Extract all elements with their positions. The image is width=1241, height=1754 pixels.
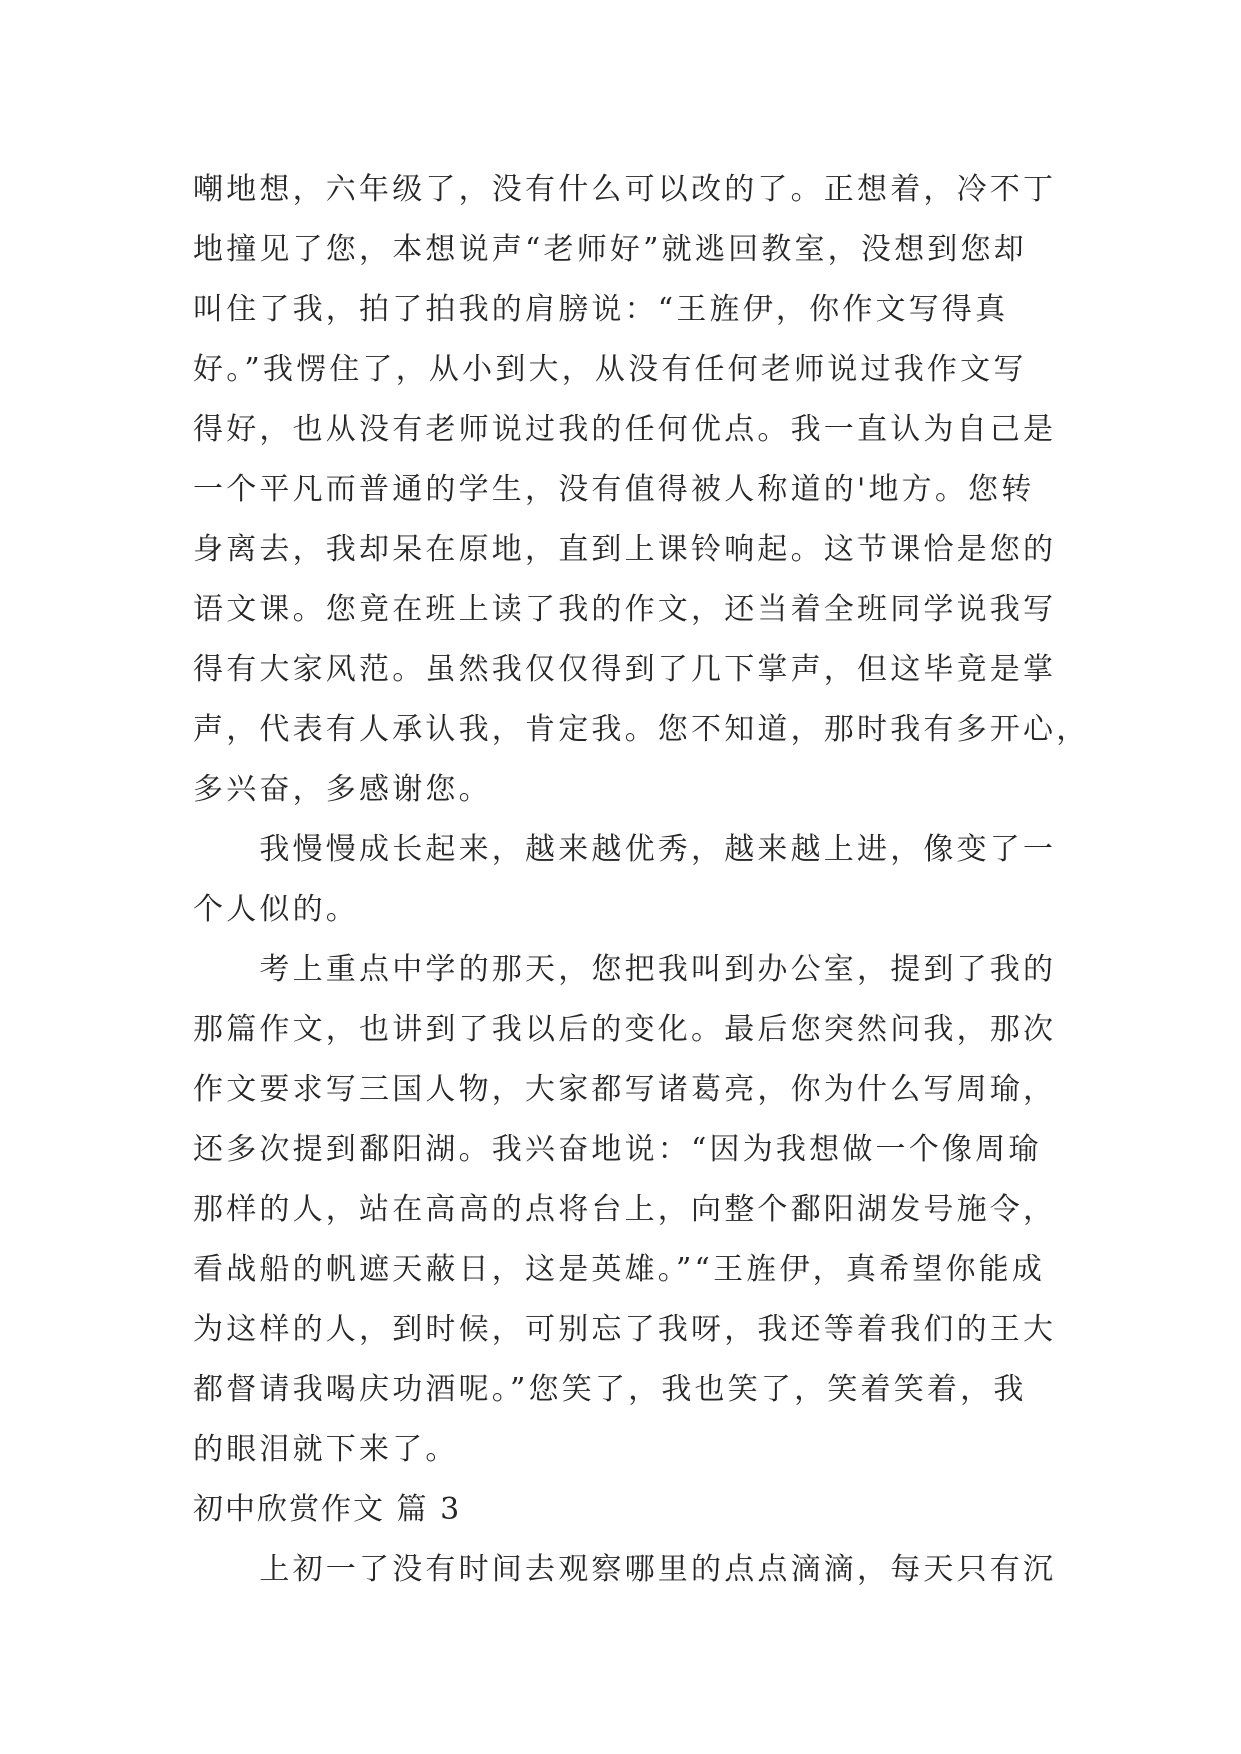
text-line: 我慢慢成长起来，越来越优秀，越来越上进，像变了一 <box>193 832 1057 867</box>
text-line: 那篇作文，也讲到了我以后的变化。最后您突然问我，那次 <box>193 1012 1057 1047</box>
text-line: 考上重点中学的那天，您把我叫到办公室，提到了我的 <box>193 952 1057 987</box>
text-line: 上初一了没有时间去观察哪里的点点滴滴，每天只有沉 <box>193 1552 1057 1587</box>
text-line: 得好，也从没有老师说过我的任何优点。我一直认为自己是 <box>193 412 1057 447</box>
text-line: 多兴奋，多感谢您。 <box>193 772 492 807</box>
text-line: 看战船的帆遮天蔽日，这是英雄。”“王旌伊，真希望你能成 <box>193 1252 1046 1287</box>
section-heading: 初中欣赏作文 篇 3 <box>193 1492 462 1527</box>
text-line: 一个平凡而普通的学生，没有值得被人称道的'地方。您转 <box>193 472 1035 507</box>
text-line: 身离去，我却呆在原地，直到上课铃响起。这节课恰是您的 <box>193 532 1057 567</box>
text-line: 语文课。您竟在班上读了我的作文，还当着全班同学说我写 <box>193 592 1057 627</box>
essay-body <box>193 160 1090 1600</box>
text-line: 好。”我愣住了，从小到大，从没有任何老师说过我作文写 <box>193 352 1027 387</box>
text-line: 的眼泪就下来了。 <box>193 1432 459 1467</box>
text-line: 声，代表有人承认我，肯定我。您不知道，那时我有多开心， <box>193 712 1090 747</box>
text-line: 个人似的。 <box>193 892 359 927</box>
text-line: 都督请我喝庆功酒呢。”您笑了，我也笑了，笑着笑着，我 <box>193 1372 1027 1407</box>
text-line: 嘲地想，六年级了，没有什么可以改的了。正想着，冷不丁 <box>193 172 1057 207</box>
text-line: 叫住了我，拍了拍我的肩膀说：“王旌伊，你作文写得真 <box>193 292 1009 327</box>
text-line: 作文要求写三国人物，大家都写诸葛亮，你为什么写周瑜， <box>193 1072 1057 1107</box>
text-line: 地撞见了您，本想说声“老师好”就逃回教室，没想到您却 <box>193 232 1027 267</box>
text-line: 为这样的人，到时候，可别忘了我呀，我还等着我们的王大 <box>193 1312 1057 1347</box>
text-line: 还多次提到鄱阳湖。我兴奋地说：“因为我想做一个像周瑜 <box>193 1132 1042 1167</box>
text-line: 那样的人，站在高高的点将台上，向整个鄱阳湖发号施令， <box>193 1192 1057 1227</box>
text-line: 得有大家风范。虽然我仅仅得到了几下掌声，但这毕竟是掌 <box>193 652 1057 687</box>
